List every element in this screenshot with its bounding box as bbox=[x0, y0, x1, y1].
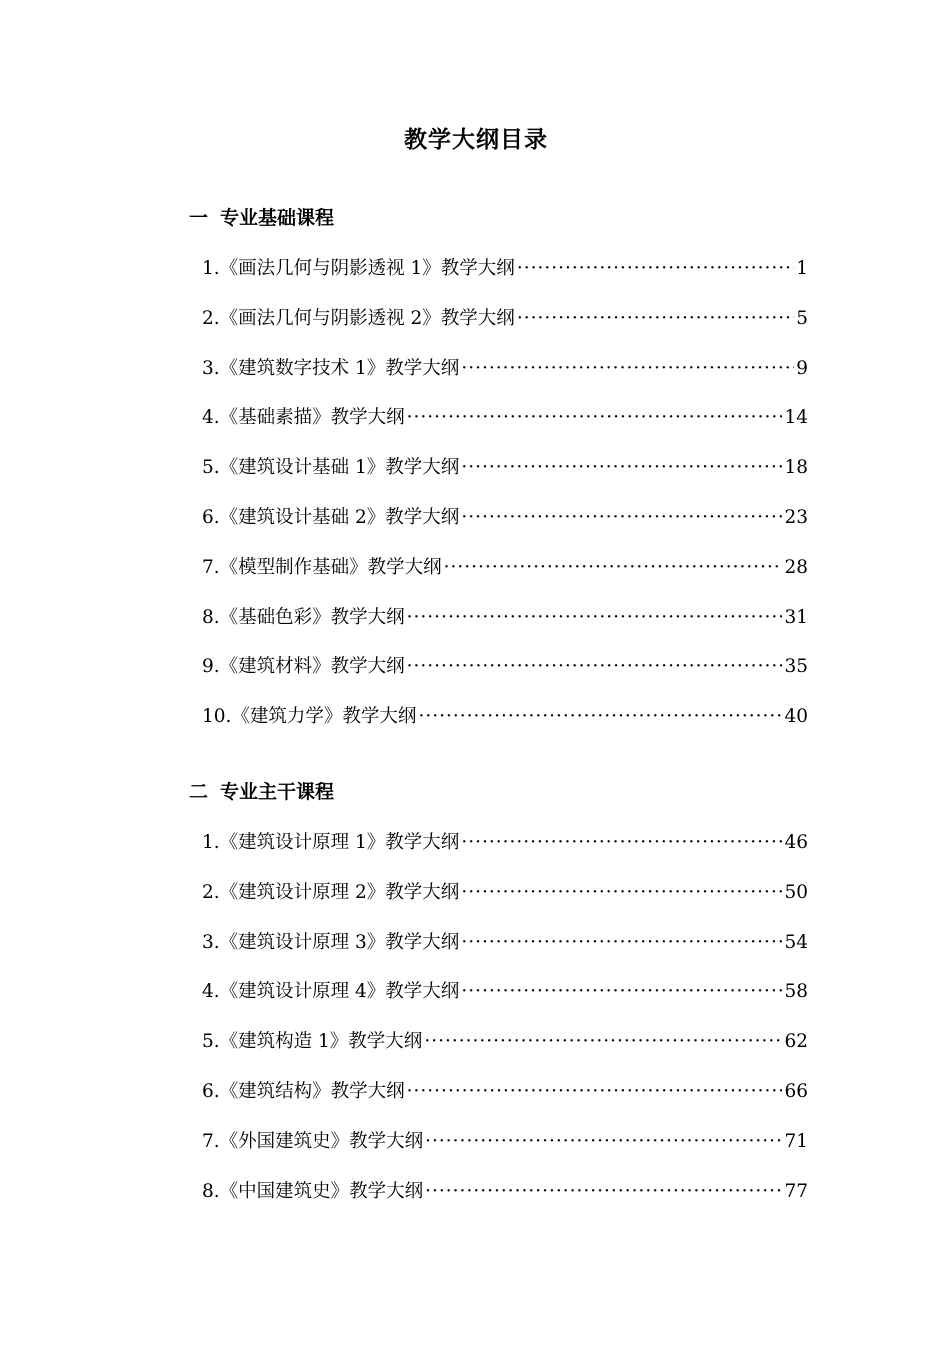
dot-leader bbox=[461, 828, 782, 858]
section-numeral: 二 bbox=[189, 781, 209, 803]
dot-leader bbox=[461, 354, 794, 384]
toc-entry[interactable] bbox=[202, 553, 808, 603]
toc-page-number: 28 bbox=[784, 556, 808, 578]
dot-leader bbox=[517, 304, 794, 334]
dot-leader bbox=[425, 1127, 782, 1157]
toc-page-number: 58 bbox=[784, 981, 808, 1003]
section-heading-foundation bbox=[189, 203, 334, 233]
toc-page-number: 1 bbox=[796, 258, 808, 279]
toc-entry-label: 2.《建筑设计原理 2》教学大纲 bbox=[202, 881, 460, 903]
toc-page-number: 50 bbox=[784, 881, 808, 903]
toc-entry-label: 7.《模型制作基础》教学大纲 bbox=[202, 556, 442, 578]
page-title: 教学大纲目录 bbox=[404, 127, 548, 153]
toc-entry-label: 4.《建筑设计原理 4》教学大纲 bbox=[202, 981, 460, 1003]
toc-list-foundation bbox=[202, 254, 808, 752]
toc-entry[interactable] bbox=[202, 1027, 808, 1077]
toc-entry[interactable] bbox=[202, 453, 808, 503]
dot-leader bbox=[424, 1027, 782, 1057]
dot-leader bbox=[425, 1177, 782, 1207]
dot-leader bbox=[407, 603, 783, 633]
toc-page-number: 66 bbox=[784, 1080, 808, 1102]
toc-page-number: 9 bbox=[796, 357, 808, 379]
toc-entry-label: 6.《建筑结构》教学大纲 bbox=[202, 1080, 405, 1102]
dot-leader bbox=[407, 1077, 783, 1107]
dot-leader bbox=[517, 254, 794, 284]
toc-entry-label: 1.《建筑设计原理 1》教学大纲 bbox=[202, 832, 460, 853]
toc-page-number: 18 bbox=[784, 457, 808, 479]
dot-leader bbox=[461, 928, 782, 958]
toc-page-number: 23 bbox=[784, 506, 808, 528]
toc-entry[interactable] bbox=[202, 652, 808, 702]
toc-entry-label: 4.《基础素描》教学大纲 bbox=[202, 407, 405, 429]
toc-entry[interactable] bbox=[202, 878, 808, 928]
toc-entry[interactable] bbox=[202, 254, 808, 304]
toc-page-number: 71 bbox=[784, 1130, 808, 1152]
toc-entry-label: 3.《建筑数字技术 1》教学大纲 bbox=[202, 357, 460, 379]
toc-entry-label: 9.《建筑材料》教学大纲 bbox=[202, 656, 405, 678]
dot-leader bbox=[407, 652, 783, 682]
toc-entry[interactable] bbox=[202, 977, 808, 1027]
section-title: 专业基础课程 bbox=[220, 207, 335, 229]
dot-leader bbox=[461, 453, 782, 483]
toc-entry[interactable] bbox=[202, 403, 808, 453]
toc-page-number: 35 bbox=[784, 656, 808, 678]
toc-entry-label: 2.《画法几何与阴影透视 2》教学大纲 bbox=[202, 307, 515, 329]
dot-leader bbox=[461, 977, 782, 1007]
toc-entry[interactable] bbox=[202, 503, 808, 553]
toc-entry[interactable] bbox=[202, 1077, 808, 1127]
toc-entry[interactable] bbox=[202, 304, 808, 354]
section-title: 专业主干课程 bbox=[220, 781, 335, 803]
toc-page-number: 62 bbox=[784, 1031, 808, 1053]
dot-leader bbox=[407, 403, 783, 433]
toc-entry-label: 5.《建筑设计基础 1》教学大纲 bbox=[202, 457, 460, 479]
toc-entry-label: 8.《中国建筑史》教学大纲 bbox=[202, 1180, 424, 1202]
toc-page-number: 54 bbox=[784, 931, 808, 953]
toc-page-number: 14 bbox=[784, 407, 808, 429]
dot-leader bbox=[418, 702, 782, 732]
toc-list-core bbox=[202, 828, 808, 1226]
section-heading-core bbox=[189, 777, 334, 807]
toc-entry-label: 10.《建筑力学》教学大纲 bbox=[202, 706, 417, 728]
toc-entry-label: 5.《建筑构造 1》教学大纲 bbox=[202, 1031, 423, 1053]
toc-entry[interactable] bbox=[202, 1177, 808, 1227]
toc-entry[interactable] bbox=[202, 1127, 808, 1177]
toc-page-number: 46 bbox=[784, 832, 808, 853]
section-numeral: 一 bbox=[189, 207, 209, 229]
toc-entry[interactable] bbox=[202, 603, 808, 653]
toc-entry[interactable] bbox=[202, 928, 808, 978]
toc-page-number: 31 bbox=[784, 606, 808, 628]
toc-entry-label: 3.《建筑设计原理 3》教学大纲 bbox=[202, 931, 460, 953]
toc-entry-label: 1.《画法几何与阴影透视 1》教学大纲 bbox=[202, 258, 515, 279]
toc-entry-label: 7.《外国建筑史》教学大纲 bbox=[202, 1130, 424, 1152]
dot-leader bbox=[461, 503, 782, 533]
toc-entry-label: 6.《建筑设计基础 2》教学大纲 bbox=[202, 506, 460, 528]
toc-entry-label: 8.《基础色彩》教学大纲 bbox=[202, 606, 405, 628]
dot-leader bbox=[461, 878, 782, 908]
toc-entry[interactable] bbox=[202, 702, 808, 752]
toc-page-number: 40 bbox=[784, 706, 808, 728]
toc-entry[interactable] bbox=[202, 354, 808, 404]
toc-entry[interactable] bbox=[202, 828, 808, 878]
toc-page-number: 77 bbox=[784, 1180, 808, 1202]
toc-page-number: 5 bbox=[796, 307, 808, 329]
dot-leader bbox=[444, 553, 783, 583]
